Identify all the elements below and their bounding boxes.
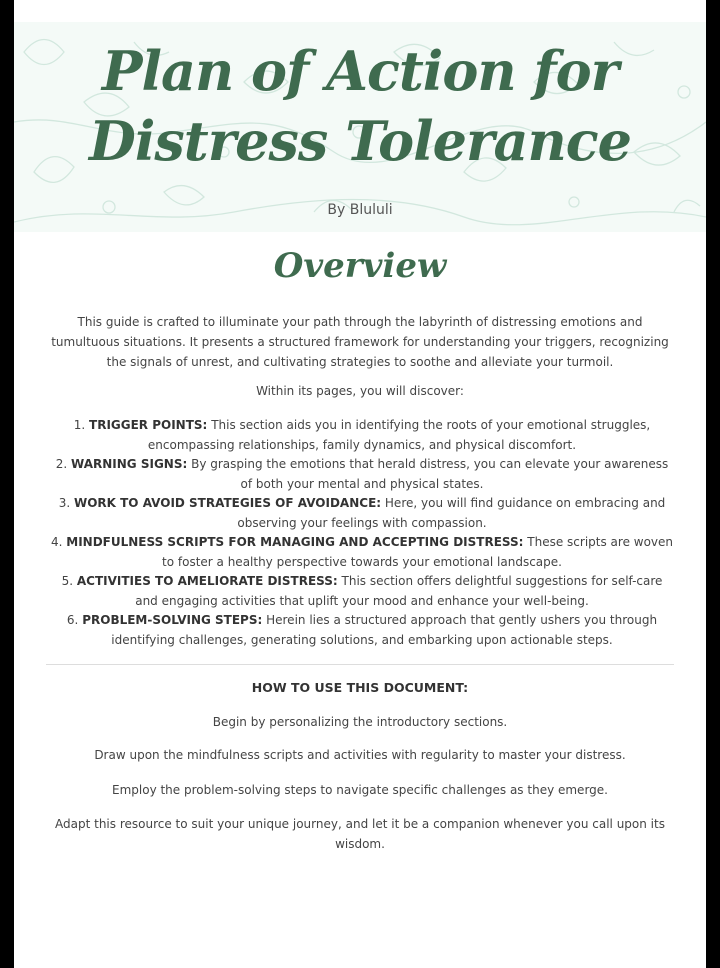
list-item: 5. ACTIVITIES TO AMELIORATE DISTRESS: This section offers delightful suggestions for self-care and engaging activities that uplift your mood and enhance your well-being. <box>61 574 663 608</box>
document-title <box>14 36 706 176</box>
list-item: 1. TRIGGER POINTS: This section aids you in identifying the roots of your emotional struggles, encompassing relationships, family dynamics, and physical discomfort. <box>73 418 651 452</box>
title-line-2: Distress Tolerance <box>89 109 631 173</box>
overview-heading: Overview <box>273 246 447 286</box>
header-banner <box>14 22 706 232</box>
within-text: Within its pages, you will discover: <box>256 384 464 398</box>
how-to-step: Employ the problem-solving steps to navigate specific challenges as they emerge. <box>112 783 608 797</box>
document-page <box>14 0 706 968</box>
title-line-1: Plan of Action for <box>101 39 619 103</box>
how-to-step: Draw upon the mindfulness scripts and activities with regularity to master your distress. <box>94 748 626 762</box>
how-to-step: Begin by personalizing the introductory sections. <box>212 715 508 729</box>
list-item: 6. PROBLEM-SOLVING STEPS: Herein lies a structured approach that gently ushers you through identifying challenges, generating solutions, and embarking upon actionable steps. <box>66 613 658 647</box>
how-to-heading: HOW TO USE THIS DOCUMENT: <box>251 680 469 695</box>
list-item: 4. MINDFULNESS SCRIPTS FOR MANAGING AND ACCEPTING DISTRESS: These scripts are woven to foster a healthy perspective towards your emotional landscape. <box>50 535 674 569</box>
list-item: 2. WARNING SIGNS: By grasping the emotions that herald distress, you can elevate your awareness of both your mental and physical states. <box>55 457 669 491</box>
section-divider <box>46 664 674 665</box>
author-byline: By Blululi <box>327 202 393 218</box>
sections-list <box>50 416 674 650</box>
list-item: 3. WORK TO AVOID STRATEGIES OF AVOIDANCE: Here, you will find guidance on embracing and observing your feelings with compassion. <box>58 496 666 530</box>
how-to-step: Adapt this resource to suit your unique journey, and let it be a companion whenever you call upon its wisdom. <box>55 817 665 851</box>
intro-paragraph: This guide is crafted to illuminate your path through the labyrinth of distressing emotions and tumultuous situations. It presents a structured framework for understanding your triggers, recognizing the signals of unrest, and cultivating strategies to soothe and alleviate your turmoil. <box>51 315 669 369</box>
